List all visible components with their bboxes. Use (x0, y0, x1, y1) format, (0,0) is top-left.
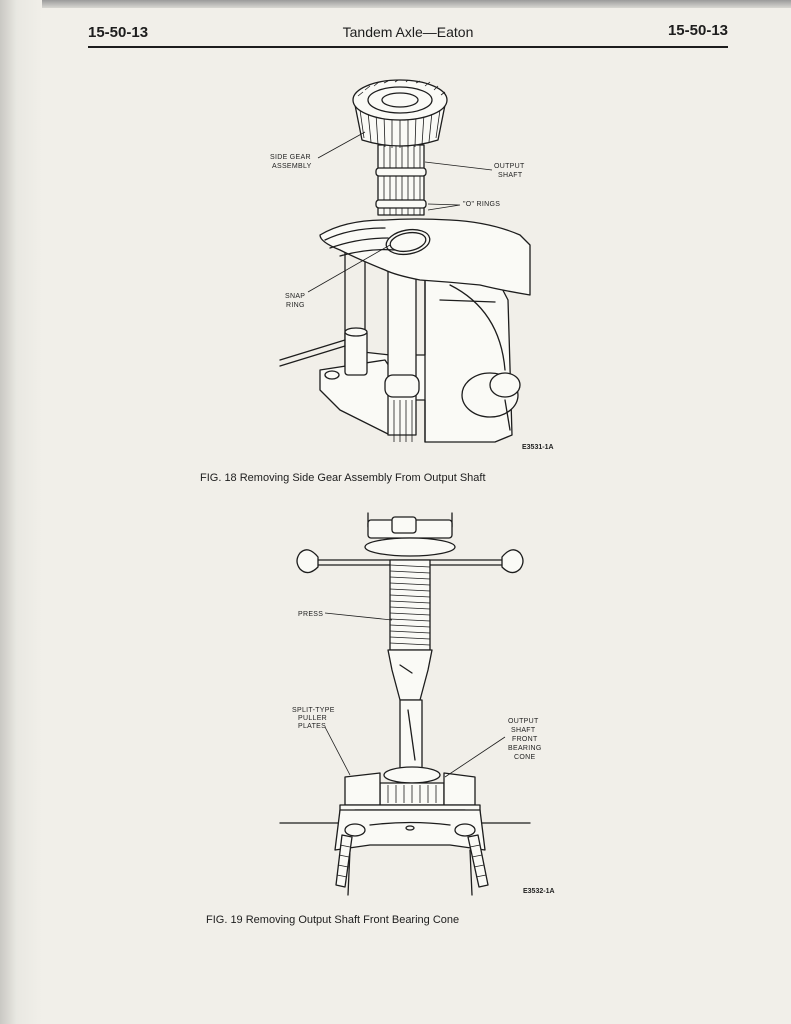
label-side-gear-2: ASSEMBLY (272, 163, 312, 170)
leader-side-gear (318, 132, 365, 158)
figure-18-caption: FIG. 18 Removing Side Gear Assembly From Output Shaft (200, 472, 486, 484)
figure-19-id: E3532-1A (523, 888, 555, 895)
press-head (365, 513, 455, 556)
page-number-right: 15-50-13 (667, 22, 728, 39)
label-snap-ring-1: SNAP (285, 293, 306, 300)
press-bed (280, 810, 530, 895)
figure-19-illustration (270, 505, 570, 900)
figure-18-id: E3531-1A (522, 444, 554, 451)
page-number-left: 15-50-13 (88, 24, 149, 41)
label-split-plates-1: SPLIT-TYPE (292, 707, 335, 714)
page-header (88, 22, 728, 48)
output-shaft (400, 700, 422, 770)
label-snap-ring-2: RING (286, 302, 305, 309)
output-shaft-front-bearing-cone (380, 767, 444, 805)
side-gear-assembly (353, 80, 447, 148)
leader-output-shaft (425, 162, 492, 170)
label-bearing-cone-5: CONE (514, 754, 536, 761)
scan-edge-top (0, 0, 791, 8)
label-bearing-cone-2: SHAFT (511, 727, 536, 734)
label-split-plates-3: PLATES (298, 723, 327, 730)
label-o-rings: "O" RINGS (463, 201, 501, 208)
leader-bearing-cone (445, 737, 505, 777)
label-bearing-cone-3: FRONT (512, 736, 538, 743)
leader-press (325, 613, 392, 620)
label-output-shaft-1: OUTPUT (494, 163, 525, 170)
leader-o-rings (428, 204, 460, 210)
label-bearing-cone-1: OUTPUT (508, 718, 539, 725)
label-split-plates-2: PULLER (298, 715, 328, 722)
figure-18-illustration (250, 70, 570, 460)
press-screw (388, 560, 432, 700)
label-press: PRESS (298, 611, 324, 618)
page-title: Tandem Axle—Eaton (342, 24, 474, 40)
scan-edge-left (0, 0, 42, 1024)
label-output-shaft-2: SHAFT (498, 172, 523, 179)
figure-19-caption: FIG. 19 Removing Output Shaft Front Bearing Cone (206, 914, 460, 926)
label-side-gear-1: SIDE GEAR (270, 154, 311, 161)
label-bearing-cone-4: BEARING (508, 745, 542, 752)
leader-split-plates (325, 727, 350, 775)
